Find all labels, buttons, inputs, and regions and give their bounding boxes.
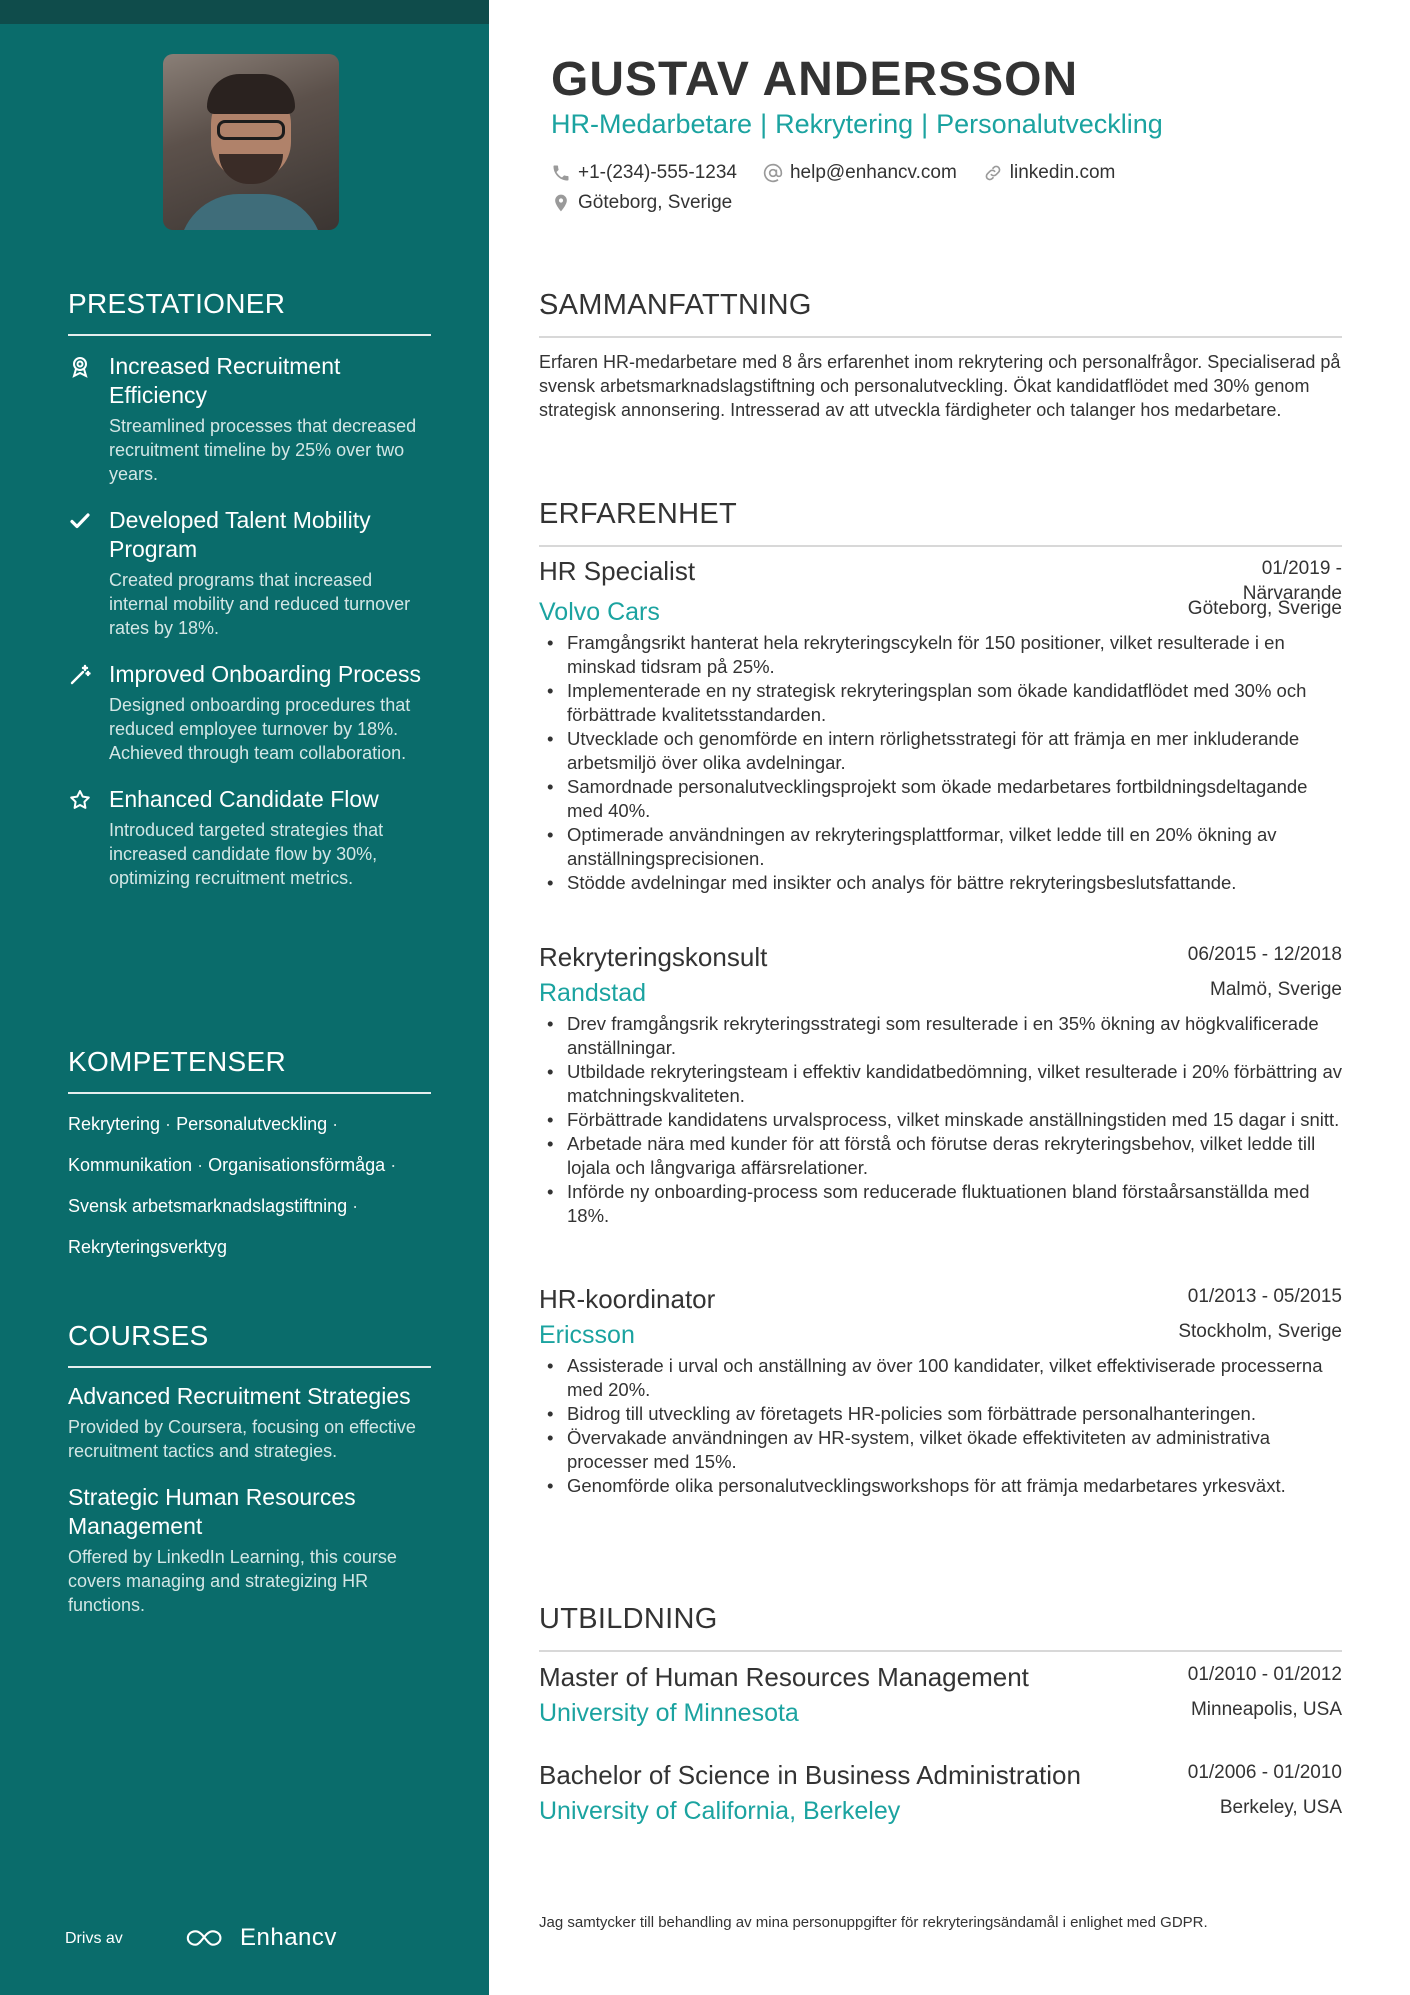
phone-contact[interactable] [551,162,737,184]
skill-item: Kommunikation [68,1155,193,1175]
job-title: HR-koordinator [539,1284,716,1314]
list-item: • Bidrog till utveckling av företagets HR-policies som förbättrade personalhanteringen. [539,1402,1342,1426]
summary-text: Erfaren HR-medarbetare med 8 års erfarenhet inom rekrytering och personalfrågor. Specialiserad på svensk arbetsmarknadslagstiftning och personalutveckling. Ökat kandidatflödet med 30% genom strategisk annonsering. Intresserad av att utveckla färdigheter och talanger hos medarbetare. [539,352,1341,420]
list-item: • Optimerade användningen av rekryteringsplattformar, vilket ledde till en 20% ökning av anställningsprecisionen. [539,823,1342,871]
achievements-section [68,288,431,890]
candidate-name: GUSTAV ANDERSSON [551,53,1079,106]
course-item [68,1483,431,1617]
list-item: • Arbetade nära med kunder för att förstå och förutse deras rekryteringsbehov, vilket ledde till lojala och långvariga affärsrelationer. [539,1132,1342,1180]
job-title: HR Specialist [539,556,696,586]
list-item: • Utbildade rekryteringsteam i effektiv kandidatbedömning, vilket resulterade i 20% förbättring av matchningskvaliteten. [539,1060,1342,1108]
achievement-title: Developed Talent Mobility Program [109,507,371,562]
job-location: Stockholm, Sverige [1178,1321,1342,1342]
powered-by-label: Drivs av [65,1930,123,1947]
location-contact [551,192,732,214]
education-entry [539,1662,1342,1728]
job-location: Malmö, Sverige [1210,979,1342,1000]
job-date: 01/2013 - 05/2015 [1187,1286,1342,1307]
location-text: Göteborg, Sverige [578,192,733,213]
skills-section [68,1046,431,1268]
phone-text: +1-(234)-555-1234 [578,162,737,183]
award-icon [68,355,92,379]
job-bullets [539,1354,1342,1498]
job-entry [539,556,1342,895]
sidebar [0,0,489,1995]
list-item: • Samordnade personalutvecklingsprojekt som ökade medarbetares fortbildningsdeltagande med 40%. [539,775,1342,823]
list-item: • Assisterade i urval och anställning av över 100 kandidater, vilket effektiviserade processerna med 20%. [539,1354,1342,1402]
course-item [68,1382,431,1463]
profile-photo [163,54,339,230]
course-desc: Offered by LinkedIn Learning, this course covers managing and strategizing HR functions. [68,1547,397,1615]
degree-title: Bachelor of Science in Business Administration [539,1760,1081,1790]
school-name: University of Minnesota [539,1699,799,1727]
infinity-logo-icon [184,1926,230,1950]
star-icon [68,788,92,812]
achievement-desc: Created programs that increased internal mobility and reduced turnover rates by 18%. [109,570,411,638]
headline-part: Personalutveckling [936,109,1163,139]
course-title: Strategic Human Resources Management [68,1484,356,1539]
list-item: • Förbättrade kandidatens urvalsprocess, vilket minskade anställningstiden med 15 dagar i snitt. [539,1108,1342,1132]
courses-title: COURSES [68,1320,431,1368]
link-contact[interactable] [983,162,1116,184]
job-date: 06/2015 - 12/2018 [1187,944,1342,965]
list-item: • Övervakade användningen av HR-system, vilket ökade effektiviteten av administrativa processer med 15%. [539,1426,1342,1474]
skill-item: Rekryteringsverktyg [68,1237,228,1257]
at-icon [763,163,783,183]
achievement-desc: Introduced targeted strategies that increased candidate flow by 30%, optimizing recruitment metrics. [109,820,384,888]
education-title: UTBILDNING [539,1603,1342,1652]
courses-section [68,1320,431,1617]
course-title: Advanced Recruitment Strategies [68,1383,411,1409]
list-item: • Implementerade en ny strategisk rekryteringsplan som ökade kandidatflödet med 30% och förbättrade kvalitetsstandarden. [539,679,1342,727]
achievement-item [68,506,431,640]
job-bullets [539,1012,1342,1228]
achievement-item [68,785,431,890]
brand-name: Enhancv [240,1924,337,1951]
list-item: • Drev framgångsrik rekryteringsstrategi som resulterade i en 35% ökning av högkvalificerade anställningar. [539,1012,1342,1060]
education-date: 01/2010 - 01/2012 [1187,1664,1342,1685]
link-text: linkedin.com [1009,162,1116,183]
skill-item: Rekrytering [68,1114,161,1134]
contact-row [551,162,1115,184]
job-title: Rekryteringskonsult [539,942,768,972]
education-entry [539,1760,1342,1826]
job-location: Göteborg, Sverige [1187,598,1342,619]
school-name: University of California, Berkeley [539,1797,901,1825]
achievements-title: PRESTATIONER [68,288,431,336]
course-desc: Provided by Coursera, focusing on effective recruitment tactics and strategies. [68,1417,416,1461]
school-location: Minneapolis, USA [1190,1699,1342,1720]
location-row [551,192,732,214]
headline-part: HR-Medarbetare [551,109,753,139]
job-date: 01/2019 - Närvarande [1242,558,1342,604]
list-item: • Framgångsrikt hanterat hela rekryteringscykeln för 150 positioner, vilket resulterade i en minskad tidsram på 25%. [539,631,1342,679]
school-location: Berkeley, USA [1219,1797,1342,1818]
check-icon [68,509,92,533]
link-icon [983,163,1003,183]
job-entry [539,942,1342,1228]
summary-title: SAMMANFATTNING [539,289,1342,338]
skill-item: Personalutveckling [176,1114,328,1134]
job-company: Ericsson [539,1321,635,1349]
magic-wand-icon [68,663,92,687]
email-text: help@enhancv.com [789,162,957,183]
achievement-desc: Designed onboarding procedures that reduced employee turnover by 18%. Achieved through team collaboration. [109,695,411,763]
headline: HR-Medarbetare | Rekrytering | Personalutveckling [551,109,1163,139]
phone-icon [551,163,571,183]
skill-item: Organisationsförmåga [208,1155,386,1175]
achievement-title: Increased Recruitment Efficiency [109,353,341,408]
headline-part: Rekrytering [775,109,914,139]
degree-title: Master of Human Resources Management [539,1662,1029,1692]
list-item: • Stödde avdelningar med insikter och analys för bättre rekryteringsbeslutsfattande. [539,871,1342,895]
sidebar-top-bar [0,0,489,24]
skill-item: Svensk arbetsmarknadslagstiftning [68,1196,348,1216]
skills-list: Rekrytering · Personalutveckling · Kommunikation · Organisationsförmåga · Svensk arbetsmarknadslagstiftning · Rekryteringsverktyg [68,1114,397,1257]
experience-title: ERFARENHET [539,498,1342,547]
gdpr-consent: Jag samtycker till behandling av mina personuppgifter för rekryteringsändamål i enlighet med GDPR. [539,1914,1208,1931]
job-entry [539,1284,1342,1498]
achievement-item [68,352,431,486]
achievement-desc: Streamlined processes that decreased recruitment timeline by 25% over two years. [109,416,417,484]
list-item: • Genomförde olika personalutvecklingsworkshops för att främja medarbetares yrkesväxt. [539,1474,1342,1498]
list-item: • Införde ny onboarding-process som reducerade fluktuationen bland förstaårsanställda med 18%. [539,1180,1342,1228]
enhancv-logo[interactable] [184,1924,337,1952]
achievement-title: Enhanced Candidate Flow [109,786,379,812]
skills-title: KOMPETENSER [68,1046,431,1094]
achievement-title: Improved Onboarding Process [109,661,421,687]
email-contact[interactable] [763,162,957,184]
location-pin-icon [551,193,571,213]
education-date: 01/2006 - 01/2010 [1187,1762,1342,1783]
achievement-item [68,660,431,765]
list-item: • Utvecklade och genomförde en intern rörlighetsstrategi för att främja en mer inkluderande arbetsmiljö över olika avdelningar. [539,727,1342,775]
job-company: Volvo Cars [539,598,660,626]
job-bullets [539,631,1342,895]
job-company: Randstad [539,979,647,1007]
